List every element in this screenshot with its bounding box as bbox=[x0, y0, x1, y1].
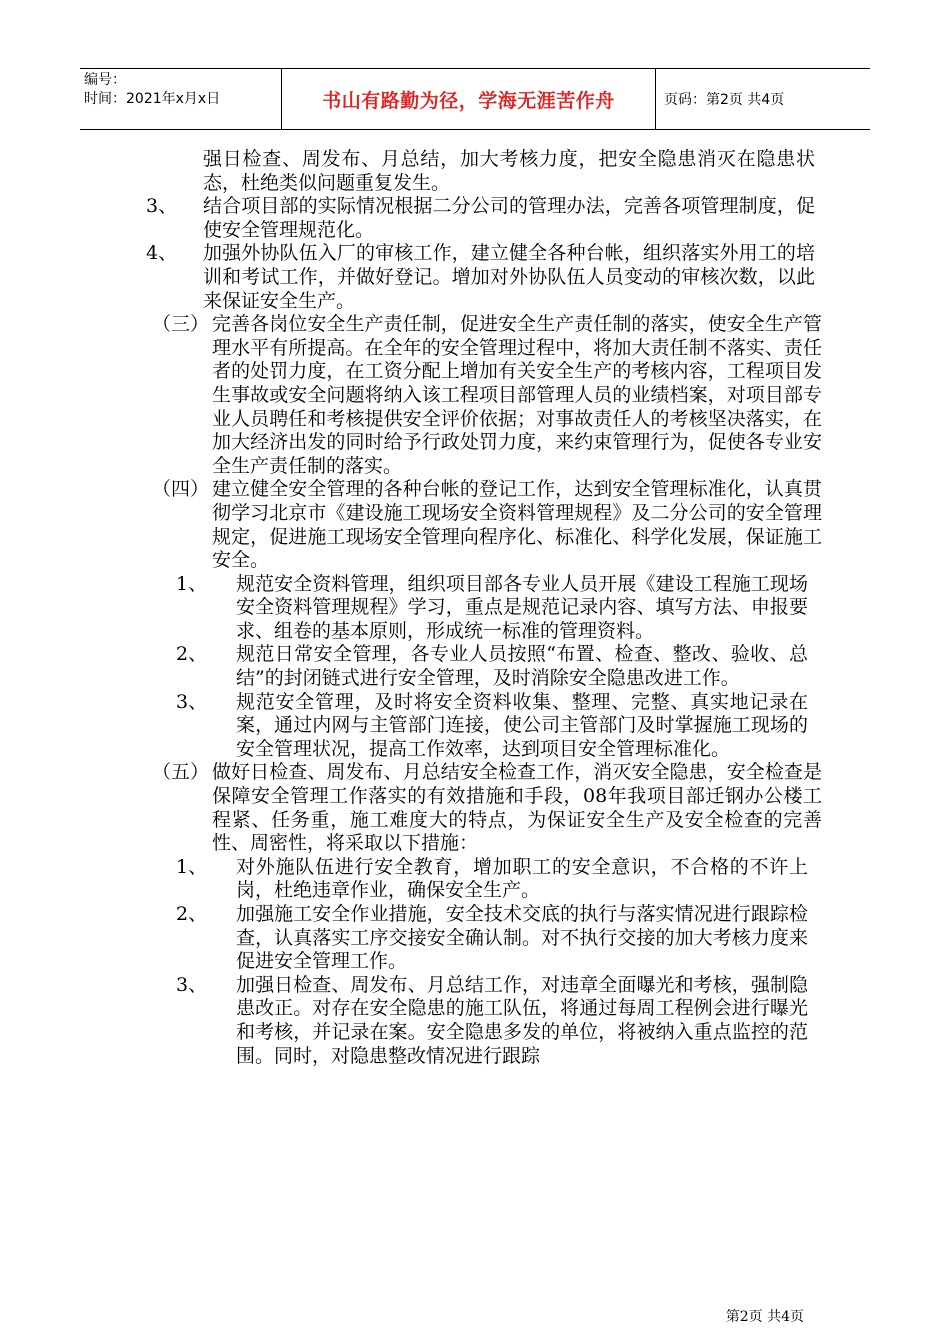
list-number: 1、 bbox=[176, 572, 208, 595]
list-number: 3、 bbox=[176, 973, 208, 996]
section-five-item-1 bbox=[0, 856, 808, 903]
list-number: 1、 bbox=[176, 855, 208, 878]
paragraph-text: 加强外协队伍入厂的审核工作，建立健全各种台帐，组织落实外用工的培训和考试工作，并做好登记。增加对外协队伍人员变动的审核次数，以此来保证安全生产。 bbox=[203, 242, 815, 312]
section-four-item-1 bbox=[0, 573, 808, 644]
section-five-item-2 bbox=[0, 903, 808, 974]
header-motto-cell bbox=[282, 69, 656, 129]
paragraph-text: 规范日常安全管理，各专业人员按照“布置、检查、整改、验收、总结”的封闭链式进行安全管理，及时消除安全隐患改进工作。 bbox=[236, 643, 808, 690]
paragraph-text: 规范安全资料管理，组织项目部各专业人员开展《建设工程施工现场安全资料管理规程》学习，重点是规范记录内容、填写方法、申报要求、组卷的基本原则，形成统一标准的管理资料。 bbox=[236, 572, 808, 642]
header-meta bbox=[80, 69, 282, 129]
section-number: （五） bbox=[152, 761, 210, 784]
paragraph-continuation bbox=[0, 148, 815, 195]
document-body bbox=[0, 148, 950, 1068]
page-footer: 第2页 共4页 bbox=[725, 1309, 804, 1325]
section-four-item-3 bbox=[0, 691, 808, 762]
paragraph-text: 规范安全管理，及时将安全资料收集、整理、完整、真实地记录在案，通过内网与主管部门连接，使公司主管部门及时掌握施工现场的安全管理状况，提高工作效率，达到项目安全管理标准化。 bbox=[236, 690, 808, 760]
list-number: 3、 bbox=[146, 195, 178, 218]
section-five bbox=[0, 761, 822, 855]
paragraph-text: 结合项目部的实际情况根据二分公司的管理办法，完善各项管理制度，促使安全管理规范化。 bbox=[203, 195, 815, 241]
document-time-label: 时间：2021年x月x日 bbox=[84, 91, 221, 107]
paragraph-text: 做好日检查、周发布、月总结安全检查工作，消灭安全隐患，安全检查是保障安全管理工作落实的有效措施和手段，08年我项目部迁钢办公楼工程紧、任务重，施工难度大的特点，为保证安全生产及安全检查的完善性、周密性，将采取以下措施： bbox=[212, 761, 822, 855]
section-number: （三） bbox=[152, 313, 210, 336]
paragraph-text: 加强日检查、周发布、月总结工作，对违章全面曝光和考核，强制隐患改正。对存在安全隐患的施工队伍，将通过每周工程例会进行曝光和考核，并记录在案。安全隐患多发的单位，将被纳入重点监控的范围。同时，对隐患整改情况进行跟踪 bbox=[236, 973, 808, 1067]
document-number-label: 编号： bbox=[84, 72, 126, 88]
header-motto: 书山有路勤为径，学海无涯苦作舟 bbox=[322, 89, 615, 112]
paragraph-text: 强日检查、周发布、月总结，加大考核力度，把安全隐患消灭在隐患状态，杜绝类似问题重复发生。 bbox=[203, 148, 815, 194]
section-four bbox=[0, 478, 822, 572]
paragraph-text: 对外施队伍进行安全教育，增加职工的安全意识，不合格的不许上岗，杜绝违章作业，确保安全生产。 bbox=[236, 855, 808, 902]
paragraph-text: 完善各岗位安全生产责任制，促进安全生产责任制的落实，使安全生产管理水平有所提高。在全年的安全管理过程中，将加大责任制不落实、责任者的处罚力度，在工资分配上增加有关安全生产的考核内容，工程项目发生事故或安全问题将纳入该工程项目部管理人员的业绩档案，对项目部专业人员聘任和考核提供安全评价依据；对事故责任人的考核坚决落实，在加大经济出发的同时给予行政处罚力度，来约束管理行为，促使各专业安全生产责任制的落实。 bbox=[212, 313, 822, 477]
page-header bbox=[80, 68, 870, 130]
list-number: 2、 bbox=[176, 643, 208, 666]
list-item-4 bbox=[0, 242, 815, 313]
paragraph-text: 加强施工安全作业措施，安全技术交底的执行与落实情况进行跟踪检查，认真落实工序交接安全确认制。对不执行交接的加大考核力度来促进安全管理工作。 bbox=[236, 903, 808, 973]
list-number: 4、 bbox=[146, 242, 178, 265]
paragraph-text: 建立健全安全管理的各种台帐的登记工作，达到安全管理标准化，认真贯彻学习北京市《建设施工现场安全资料管理规程》及二分公司的安全管理规定，促进施工现场安全管理向程序化、标准化、科学化发展，保证施工安全。 bbox=[212, 478, 822, 572]
section-number: （四） bbox=[152, 478, 210, 501]
header-page-info: 页码：第2页 共4页 bbox=[664, 92, 785, 108]
section-three bbox=[0, 313, 822, 478]
section-four-item-2 bbox=[0, 643, 808, 690]
list-number: 2、 bbox=[176, 903, 208, 925]
section-five-item-3 bbox=[0, 974, 808, 1068]
list-item-3 bbox=[0, 195, 815, 242]
list-number: 3、 bbox=[176, 690, 208, 713]
